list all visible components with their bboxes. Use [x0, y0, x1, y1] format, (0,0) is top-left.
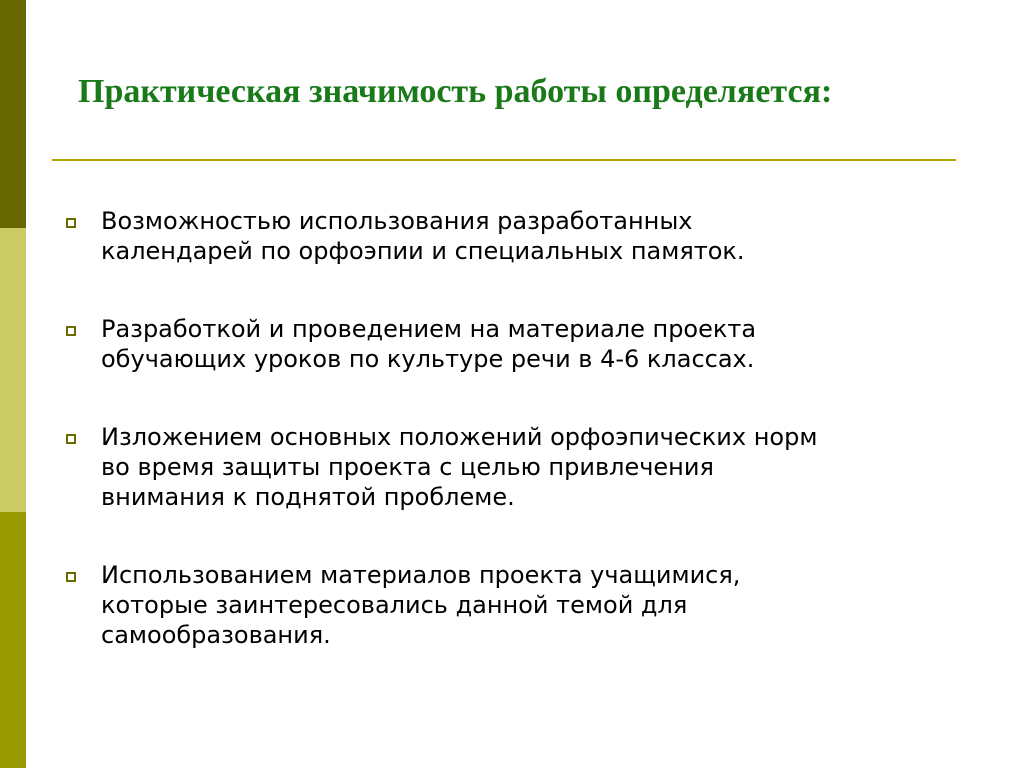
bullet-text: Разработкой и проведением на материале проекта обучающих уроков по культуре речи в 4-6 классах. — [101, 315, 757, 373]
side-strip-middle — [0, 228, 26, 512]
bullet-item-2 — [66, 314, 966, 374]
bullet-item-1 — [66, 206, 966, 266]
hollow-square-bullet-icon — [66, 434, 76, 444]
bullet-item-3 — [66, 422, 966, 512]
hollow-square-bullet-icon — [66, 572, 76, 582]
title-divider — [52, 159, 956, 161]
slide-title: Практическая значимость работы определяется: — [78, 73, 833, 110]
bullet-text: Изложением основных положений орфоэпических норм во время защиты проекта с целью привлечения внимания к поднятой проблеме. — [101, 423, 818, 511]
side-strip-top — [0, 0, 26, 228]
bullet-text: Возможностью использования разработанных календарей по орфоэпии и специальных памяток. — [101, 207, 745, 265]
bullet-text: Использованием материалов проекта учащимися, которые заинтересовались данной темой для самообразования. — [101, 561, 741, 649]
bullet-item-4 — [66, 560, 966, 650]
hollow-square-bullet-icon — [66, 326, 76, 336]
side-strip-bottom — [0, 512, 26, 768]
hollow-square-bullet-icon — [66, 218, 76, 228]
bullet-list — [66, 206, 966, 650]
